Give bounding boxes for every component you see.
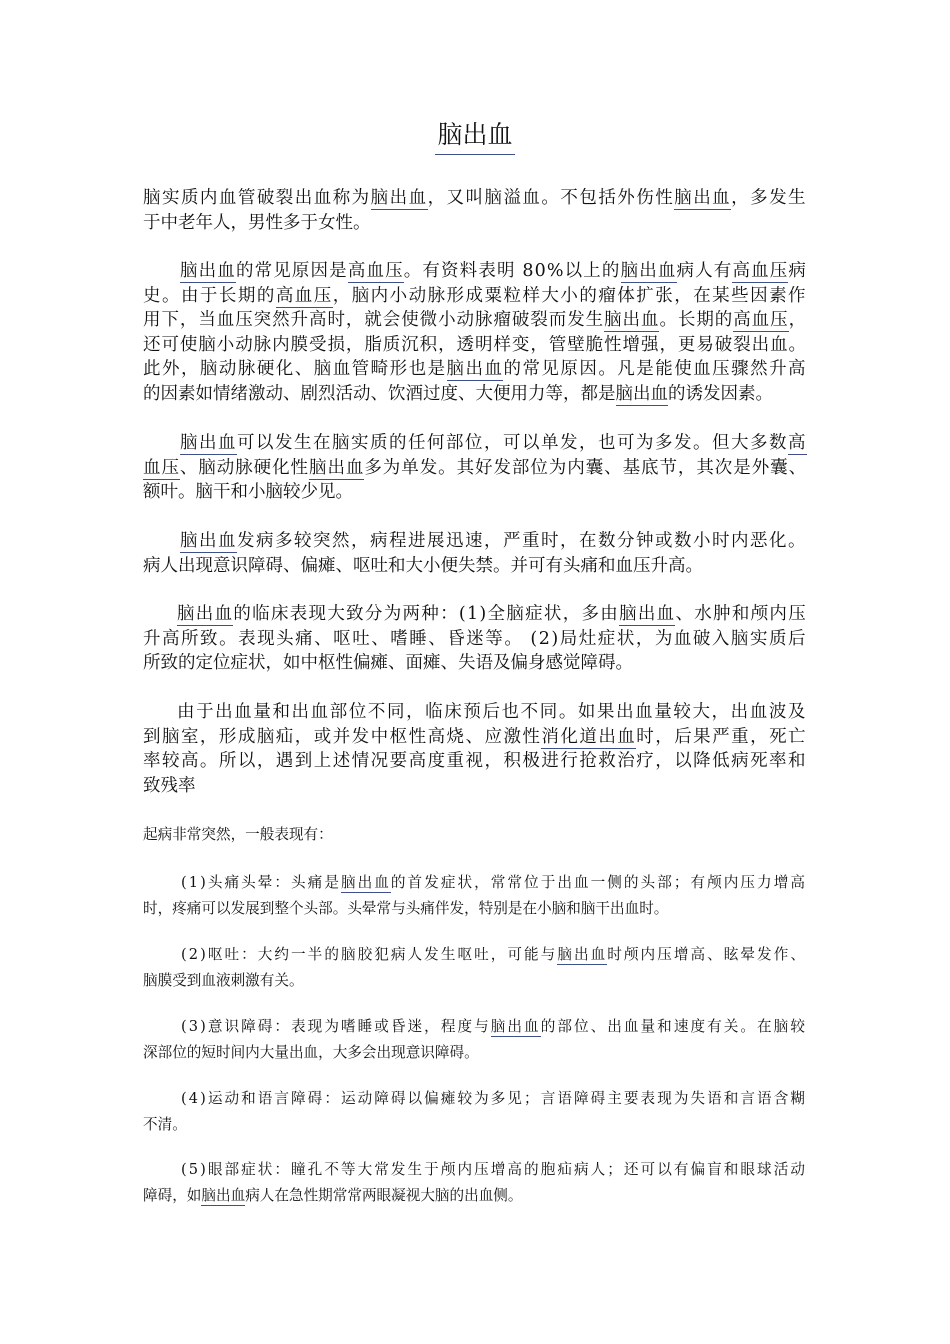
symptom-eyes <box>143 1157 807 1209</box>
text-line: 所致的定位症状，如中枢性偏瘫、面瘫、失语及偏身感觉障碍。 <box>143 653 633 673</box>
text-line: 起病非常突然，一般表现有： <box>143 826 333 843</box>
paragraph-prognosis <box>143 700 807 798</box>
term-link[interactable]: 高血压 <box>347 261 404 281</box>
text-line: 脑膜受到血液刺激有关。 <box>143 972 304 989</box>
paragraph-onset <box>143 529 807 578</box>
term-link[interactable]: 脑出血 <box>180 261 236 281</box>
term-link[interactable]: 脑出血 <box>604 310 660 330</box>
term-link[interactable]: 高血压 <box>732 261 789 281</box>
term-link[interactable]: 脑出血 <box>615 383 668 404</box>
text-line: 史。由于长期的高血压，脑内小动脉形成粟粒样大小的瘤体扩张，在某些因素作 <box>143 285 808 306</box>
text-line: 脑出血发病多较突然，病程进展迅速，严重时，在数分钟或数小时内恶化。 <box>180 531 807 551</box>
text-line: (3)意识障碍：表现为嗜睡或昏迷，程度与脑出血的部位、出血量和速度有关。在脑较 <box>181 1018 807 1035</box>
text-line: 此外，脑动脉硬化、脑血管畸形也是脑出血的常见原因。凡是能使血压骤然升高 <box>143 359 808 379</box>
text-line: 不清。 <box>143 1116 187 1133</box>
term-link[interactable]: 脑出血 <box>619 604 676 624</box>
symptom-motor-speech <box>143 1086 807 1138</box>
text-line: 血压、脑动脉硬化性脑出血多为单发。其好发部位为内囊、基底节，其次是外囊、 <box>143 457 808 478</box>
text-line: (1)头痛头晕：头痛是脑出血的首发症状，常常位于出血一侧的头部；有颅内压力增高 <box>181 874 807 891</box>
paragraph-clinical <box>143 602 807 676</box>
text-line: 致残率 <box>143 775 196 796</box>
term-link[interactable]: 高血压 <box>275 285 333 306</box>
term-link[interactable]: 脑出血 <box>557 946 608 963</box>
term-link[interactable]: 高血压 <box>733 310 789 330</box>
paragraph-symptoms-intro <box>143 822 807 848</box>
term-link[interactable]: 脑出血 <box>201 1187 246 1204</box>
term-link[interactable]: 脑出血 <box>180 433 237 453</box>
term-link[interactable]: 脑出血 <box>177 604 234 624</box>
text-line: 由于出血量和出血部位不同，临床预后也不同。如果出血量较大，出血波及 <box>177 702 807 722</box>
text-line: 用下，当血压突然升高时，就会使微小动脉瘤破裂而发生脑出血。长期的高血压， <box>143 310 808 330</box>
text-line: (4)运动和语言障碍：运动障碍以偏瘫较为多见；言语障碍主要表现为失语和言语含糊 <box>181 1090 807 1107</box>
symptom-consciousness <box>143 1014 807 1066</box>
symptom-headache <box>143 870 807 922</box>
text-line: 病人出现意识障碍、偏瘫、呕吐和大小便失禁。并可有头痛和血压升高。 <box>143 555 703 576</box>
text-line: 脑出血可以发生在脑实质的任何部位，可以单发，也可为多发。但大多数高 <box>180 433 807 453</box>
term-link[interactable]: 脑出血 <box>309 457 365 478</box>
text-line: 障碍，如脑出血病人在急性期常常两眼凝视大脑的出血侧。 <box>143 1187 523 1204</box>
text-line: 深部位的短时间内大量出血，大多会出现意识障碍。 <box>143 1044 479 1061</box>
term-link[interactable]: 脑出血 <box>446 359 504 379</box>
text-line: (2)呕吐：大约一半的脑胶犯病人发生呕吐，可能与脑出血时颅内压增高、眩晕发作、 <box>181 946 807 963</box>
text-line: 于中老年人，男性多于女性。 <box>143 212 371 233</box>
paragraph-causes <box>143 259 807 406</box>
term-link[interactable]: 脑出血 <box>674 188 732 208</box>
text-line: 脑出血的临床表现大致分为两种：(1)全脑症状，多由脑出血、水肿和颅内压 <box>177 604 807 624</box>
term-link[interactable]: 脑出血 <box>620 261 677 281</box>
term-link[interactable]: 血压 <box>143 457 180 478</box>
term-link[interactable]: 脑出血 <box>340 874 391 891</box>
paragraph-intro <box>143 186 807 235</box>
term-link[interactable]: 高 <box>788 433 807 453</box>
text-line: 到脑室，形成脑疝，或并发中枢性高烧、应激性消化道出血时，后果严重，死亡 <box>143 726 808 747</box>
text-line: 升高所致。表现头痛、呕吐、嗜睡、昏迷等。 (2)局灶症状，为血破入脑实质后 <box>143 628 807 649</box>
term-link[interactable]: 脑出血 <box>490 1018 541 1035</box>
text-line: (5)眼部症状：瞳孔不等大常发生于颅内压增高的胞疝病人；还可以有偏盲和眼球活动 <box>181 1161 807 1178</box>
term-link[interactable]: 脑出血 <box>180 531 237 551</box>
text-line: 额叶。脑干和小脑较少见。 <box>143 482 353 502</box>
symptom-vomiting <box>143 942 807 994</box>
text-line: 时，疼痛可以发展到整个头部。头晕常与头痛伴发，特别是在小脑和脑干出血时。 <box>143 900 669 917</box>
text-line: 脑实质内血管破裂出血称为脑出血，又叫脑溢血。不包括外伤性脑出血，多发生 <box>143 188 808 208</box>
text-line: 还可使脑小动脉内膜受损，脂质沉积，透明样变，管壁脆性增强，更易破裂出血。 <box>143 334 807 355</box>
text-line: 率较高。所以，遇到上述情况要高度重视，积极进行抢救治疗，以降低病死率和 <box>143 751 807 771</box>
term-link[interactable]: 脑出血 <box>370 188 428 208</box>
term-link[interactable]: 消化道出血 <box>541 726 637 747</box>
text-line: 脑出血的常见原因是高血压。有资料表明 80%以上的脑出血病人有高血压病 <box>180 261 808 281</box>
document-title: 脑出血 <box>0 118 950 155</box>
text-line: 的因素如情绪激动、剧烈活动、饮酒过度、大便用力等，都是脑出血的诱发因素。 <box>143 383 773 404</box>
paragraph-locations <box>143 431 807 505</box>
